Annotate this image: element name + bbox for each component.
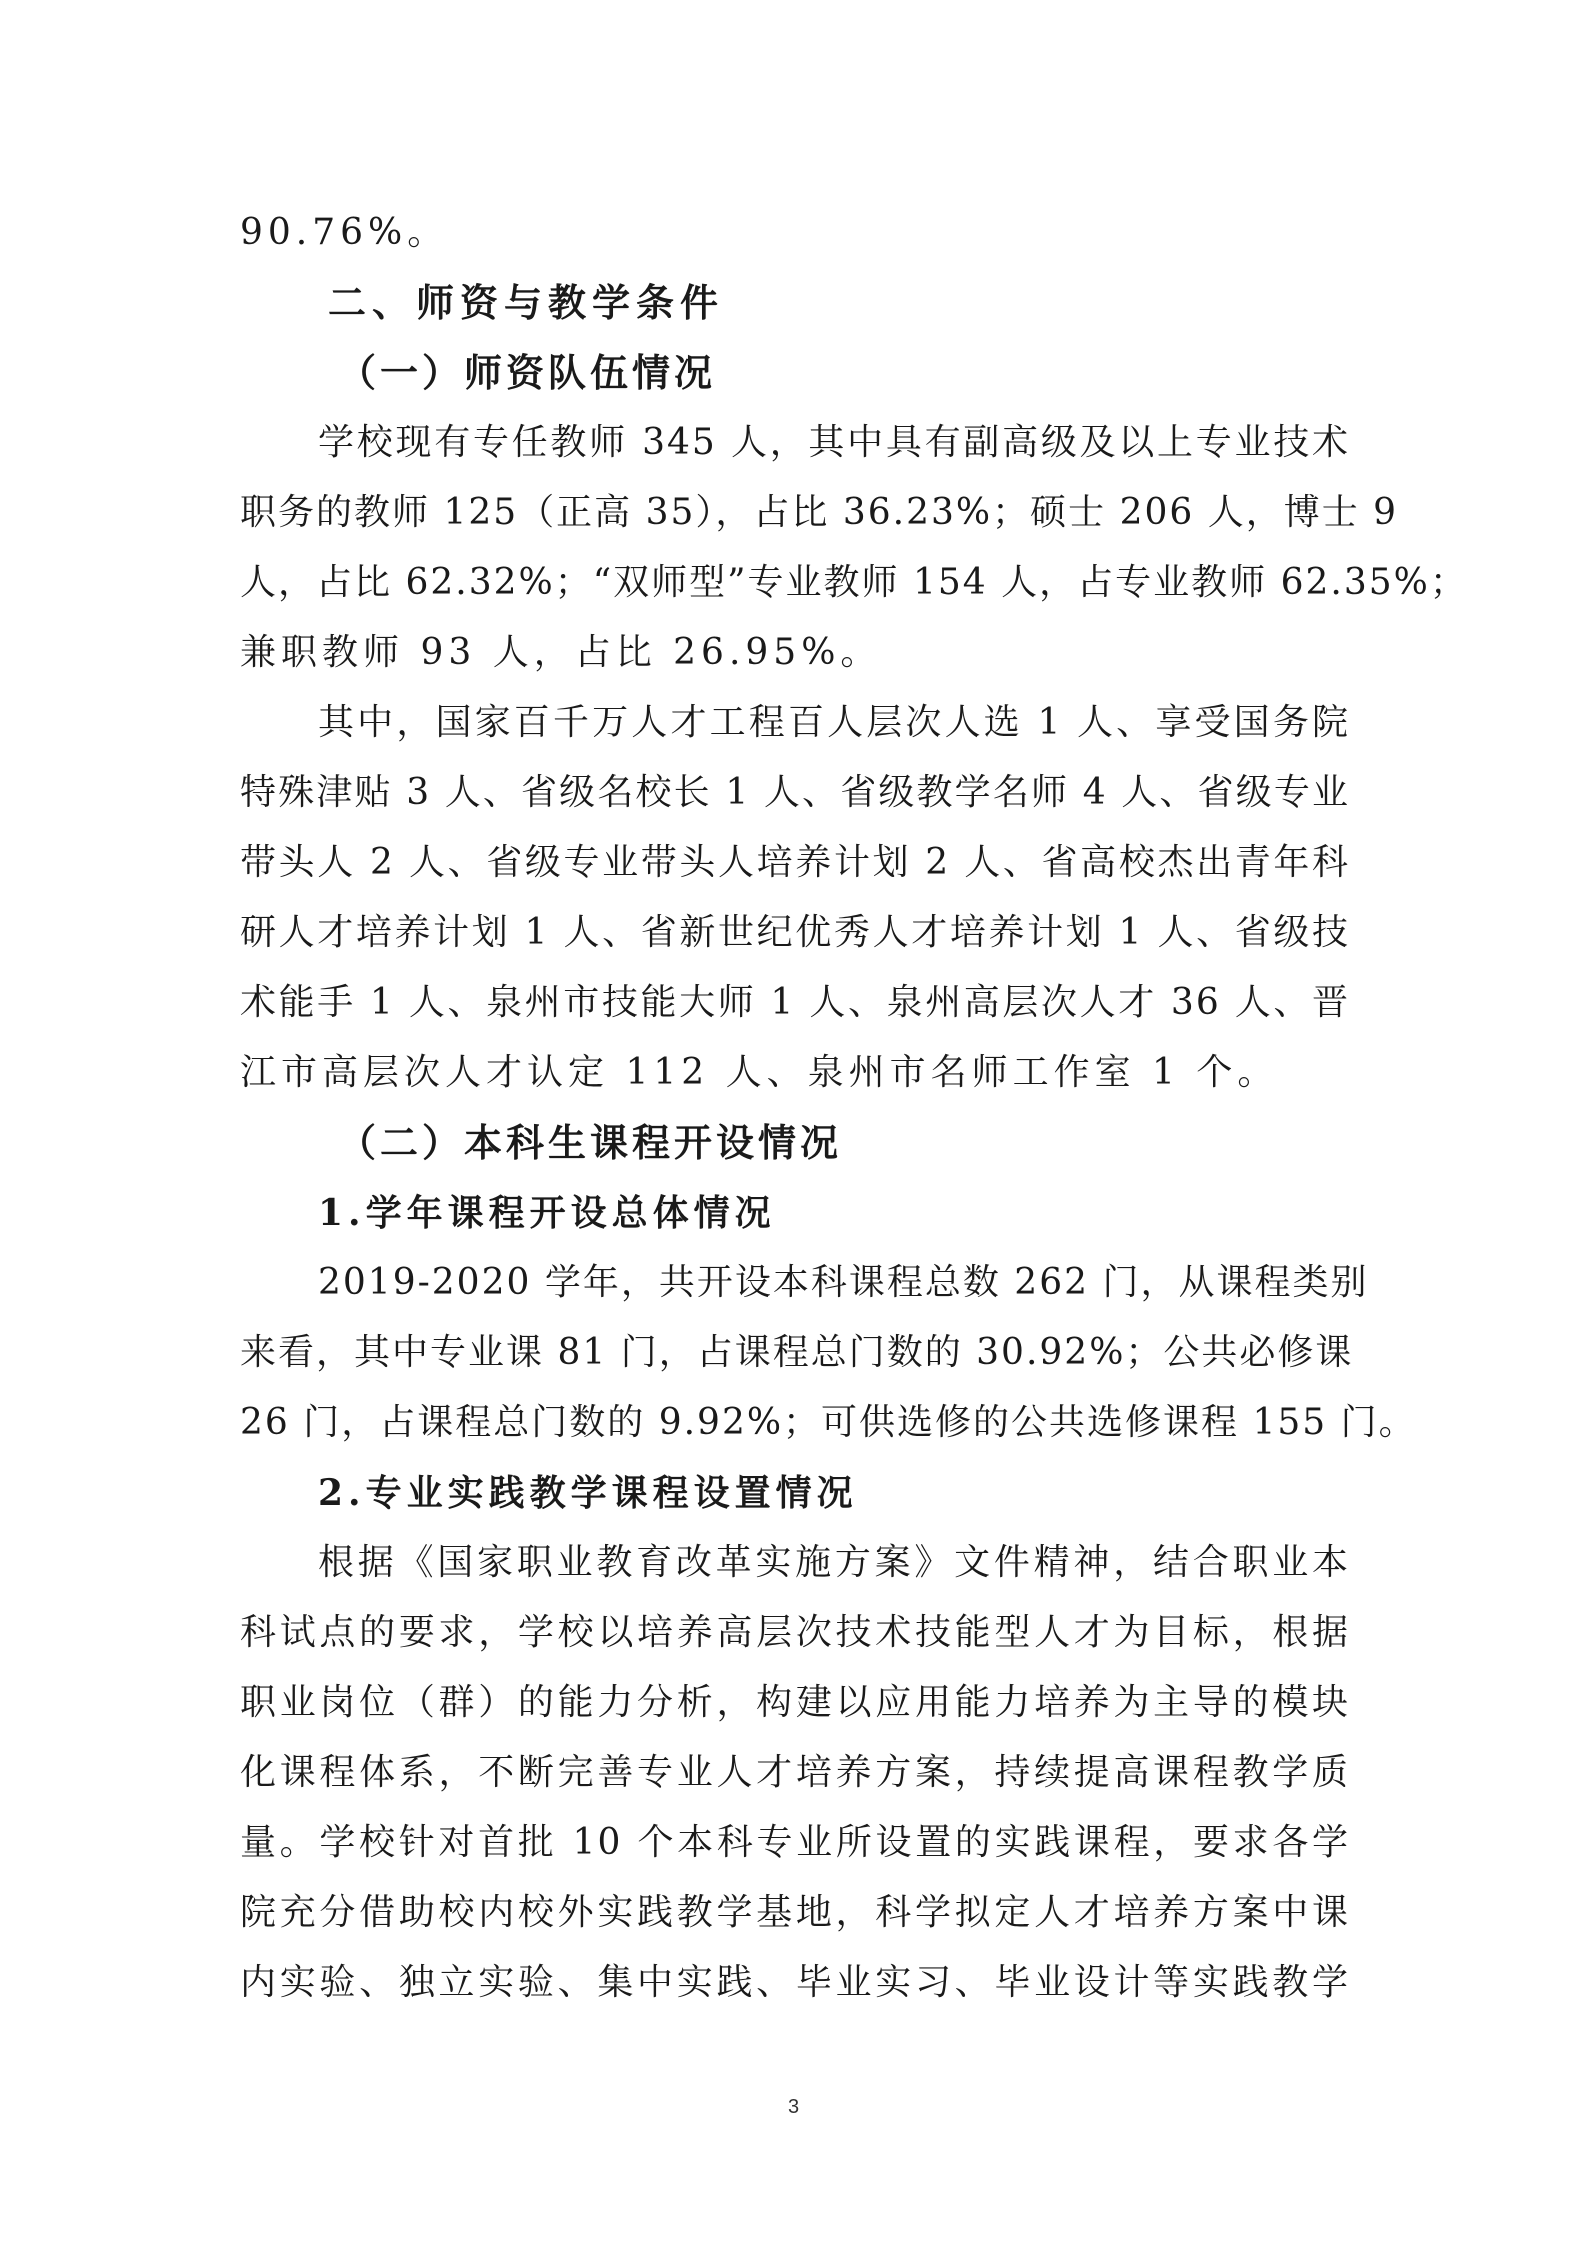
paragraph-line: 26 门，占课程总门数的 9.92%；可供选修的公共选修课程 155 门。 <box>240 1402 1417 1443</box>
section-heading: 二、师资与教学条件 <box>328 280 725 325</box>
paragraph-line: 内实验、独立实验、集中实践、毕业实习、毕业设计等实践教学 <box>240 1962 1350 2003</box>
page-number: 3 <box>787 2096 800 2118</box>
topic-heading: 1.学年课程开设总体情况 <box>318 1192 776 1234</box>
paragraph-line: 职业岗位（群）的能力分析，构建以应用能力培养为主导的模块 <box>240 1682 1350 1723</box>
paragraph-line: 带头人 2 人、省级专业带头人培养计划 2 人、省高校杰出青年科 <box>240 842 1350 883</box>
paragraph-line: 其中，国家百千万人才工程百人层次人选 1 人、享受国务院 <box>318 702 1350 743</box>
paragraph-line: 科试点的要求，学校以培养高层次技术技能型人才为目标，根据 <box>240 1612 1350 1653</box>
topic-heading: 2.专业实践教学课程设置情况 <box>318 1472 858 1514</box>
paragraph-line: 学校现有专任教师 345 人，其中具有副高级及以上专业技术 <box>318 422 1350 463</box>
subsection-heading: （一）师资队伍情况 <box>338 350 717 395</box>
paragraph-line: 院充分借助校内校外实践教学基地，科学拟定人才培养方案中课 <box>240 1892 1350 1933</box>
paragraph-line: 特殊津贴 3 人、省级名校长 1 人、省级教学名师 4 人、省级专业 <box>240 772 1350 813</box>
paragraph-line: 江市高层次人才认定 112 人、泉州市名师工作室 1 个。 <box>240 1052 1279 1093</box>
paragraph-line: 兼职教师 93 人，占比 26.95%。 <box>240 632 882 673</box>
paragraph-line: 来看，其中专业课 81 门，占课程总门数的 30.92%；公共必修课 <box>240 1332 1354 1373</box>
paragraph-line: 根据《国家职业教育改革实施方案》文件精神，结合职业本 <box>318 1542 1350 1583</box>
document-body <box>240 198 1468 2018</box>
paragraph-line: 化课程体系，不断完善专业人才培养方案，持续提高课程教学质 <box>240 1752 1350 1793</box>
paragraph-line: 研人才培养计划 1 人、省新世纪优秀人才培养计划 1 人、省级技 <box>240 912 1350 953</box>
paragraph-line: 职务的教师 125（正高 35），占比 36.23%；硕士 206 人，博士 9 <box>240 492 1399 533</box>
text-line: 90.76%。 <box>240 212 449 253</box>
paragraph-line: 2019-2020 学年，共开设本科课程总数 262 门，从课程类别 <box>318 1262 1369 1303</box>
subsection-heading: （二）本科生课程开设情况 <box>338 1120 843 1165</box>
paragraph-line: 量。学校针对首批 10 个本科专业所设置的实践课程，要求各学 <box>240 1822 1350 1863</box>
paragraph-line: 术能手 1 人、泉州市技能大师 1 人、泉州高层次人才 36 人、晋 <box>240 982 1350 1023</box>
paragraph-line: 人，占比 62.32%；“双师型”专业教师 154 人，占专业教师 62.35%； <box>240 562 1468 603</box>
